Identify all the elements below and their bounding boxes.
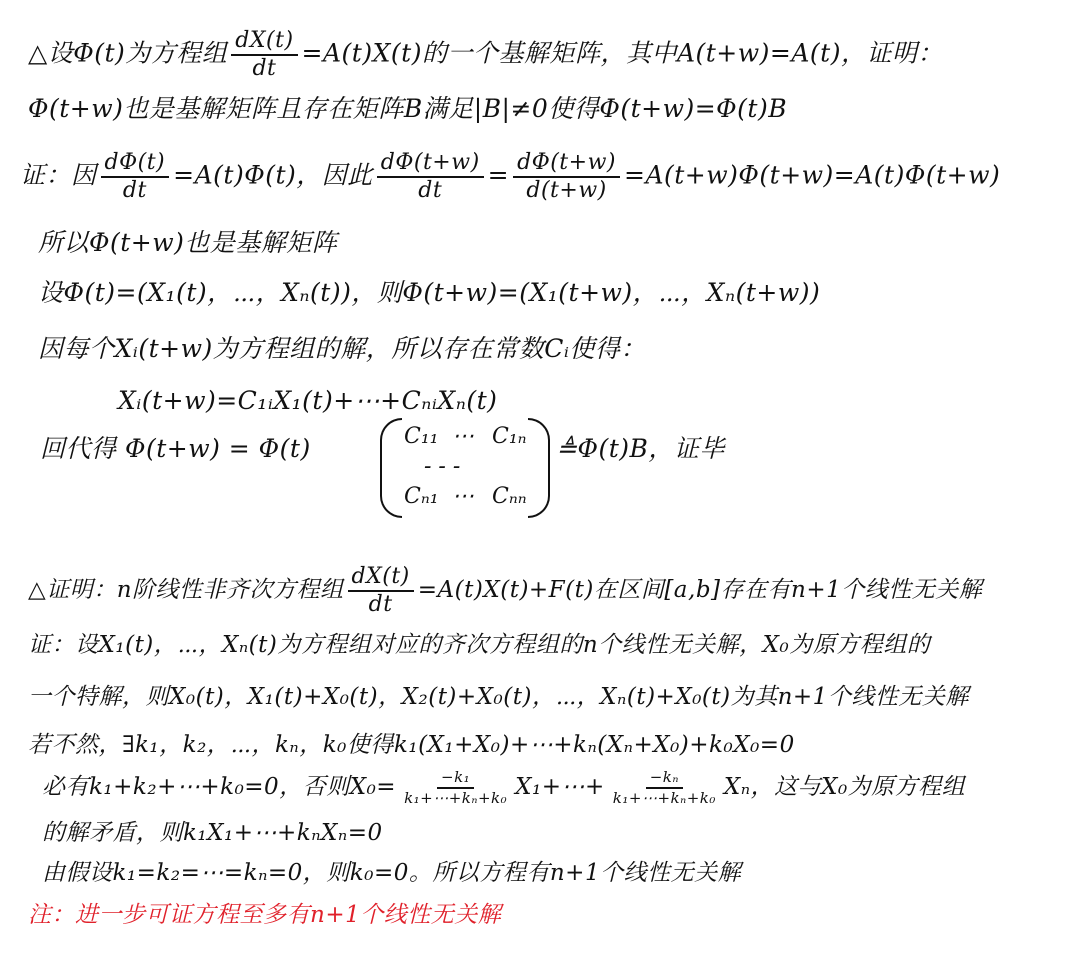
- problem2-note: 注：进一步可证方程至多有n+1个线性无关解: [28, 902, 502, 928]
- fraction-denominator: dt: [368, 592, 393, 617]
- problem1-proof-line3: 设Φ(t)=(X₁(t)，⋯，Xₙ(t))，则Φ(t+w)=(X₁(t+w)，⋯，Xₙ(t+w)): [38, 278, 821, 307]
- proof-text: X₁+⋯+: [515, 774, 605, 800]
- problem2-proof-line5: 的解矛盾，则k₁X₁+⋯+kₙXₙ=0: [42, 820, 383, 846]
- fraction-denominator: dt: [252, 56, 277, 81]
- problem2-proof-line1: 证：设X₁(t)，⋯，Xₙ(t)为方程组对应的齐次方程组的n个线性无关解，X₀为原方程组的: [28, 632, 931, 658]
- coefficient-matrix: [380, 418, 550, 514]
- problem1-text: =A(t)X(t)的一个基解矩阵，其中A(t+w)=A(t)，证明：: [301, 38, 943, 68]
- fraction-numerator: dΦ(t): [101, 152, 170, 178]
- problem1-text: △设Φ(t)为方程组: [28, 38, 228, 68]
- problem1-statement-line1: [28, 30, 943, 80]
- problem1-proof-line6-left: 回代得 Φ(t+w) = Φ(t): [40, 434, 311, 463]
- fraction-numerator: dX(t): [348, 566, 414, 592]
- fraction-numerator: −kₙ: [646, 770, 683, 789]
- problem2-text: =A(t)X(t)+F(t)在区间[a,b]存在有n+1个线性无关解: [417, 577, 983, 603]
- proof-text: =A(t+w)Φ(t+w)=A(t)Φ(t+w): [624, 160, 1001, 190]
- proof-text: 证：因: [20, 160, 97, 190]
- fraction-chain-rule: [513, 152, 620, 202]
- problem2-text: △证明：n阶线性非齐次方程组: [28, 577, 344, 603]
- fraction-numerator: dΦ(t+w): [513, 152, 620, 178]
- matrix-left-paren: [380, 418, 402, 518]
- matrix-cell: - - -: [424, 454, 461, 479]
- fraction-coefficient-1: [400, 770, 511, 806]
- proof-text: =: [487, 160, 510, 190]
- problem1-proof-line2: 所以Φ(t+w)也是基解矩阵: [38, 228, 338, 257]
- problem2-statement: [28, 566, 982, 616]
- fraction-denominator: k₁+⋯+kₙ+k₀: [612, 789, 716, 807]
- problem1-derivative-fraction: [231, 30, 297, 80]
- problem1-proof-line5: Xᵢ(t+w)=C₁ᵢX₁(t)+⋯+CₙᵢXₙ(t): [118, 386, 498, 415]
- fraction-numerator: −k₁: [437, 770, 474, 789]
- matrix-cell: C₁ₙ: [492, 424, 527, 449]
- fraction-denominator: d(t+w): [526, 178, 607, 203]
- problem2-proof-line2: 一个特解，则X₀(t)，X₁(t)+X₀(t)，X₂(t)+X₀(t)，⋯，Xₙ(t)+X₀(t)为其n+1个线性无关解: [28, 684, 969, 710]
- fraction-numerator: dX(t): [231, 30, 297, 56]
- problem1-statement-line2: Φ(t+w)也是基解矩阵且存在矩阵B满足|B|≠0使得Φ(t+w)=Φ(t)B: [28, 94, 788, 123]
- problem1-proof-line4: 因每个Xᵢ(t+w)为方程组的解，所以存在常数Cᵢ使得：: [38, 334, 646, 363]
- fraction-d-phi-shift: [377, 152, 484, 202]
- proof-text: =A(t)Φ(t)，因此: [173, 160, 373, 190]
- matrix-cell: C₁₁: [404, 424, 439, 449]
- fraction-coefficient-n: [609, 770, 720, 806]
- matrix-cell: ⋯: [452, 484, 474, 509]
- fraction-denominator: dt: [418, 178, 443, 203]
- matrix-cell: Cₙₙ: [492, 484, 527, 509]
- fraction-denominator: k₁+⋯+kₙ+k₀: [404, 789, 508, 807]
- problem1-proof-line6-right: ≜Φ(t)B，证毕: [556, 434, 725, 463]
- problem2-proof-line3: 若不然，∃k₁，k₂，⋯，kₙ，k₀使得k₁(X₁+X₀)+⋯+kₙ(Xₙ+X₀)+k₀X₀=0: [28, 732, 795, 758]
- proof-text: Xₙ，这与X₀为原方程组: [723, 774, 966, 800]
- problem2-proof-line6: 由假设k₁=k₂=⋯=kₙ=0，则k₀=0。所以方程有n+1个线性无关解: [42, 860, 742, 886]
- problem1-proof-line1: [20, 152, 1000, 202]
- matrix-cell: Cₙ₁: [404, 484, 439, 509]
- matrix-cell: ⋯: [452, 424, 474, 449]
- matrix-right-paren: [528, 418, 550, 518]
- problem2-derivative-fraction: [348, 566, 414, 616]
- proof-text: 必有k₁+k₂+⋯+k₀=0，否则X₀=: [42, 774, 397, 800]
- problem2-proof-line4: [42, 770, 965, 806]
- fraction-denominator: dt: [122, 178, 147, 203]
- fraction-d-phi: [101, 152, 170, 202]
- fraction-numerator: dΦ(t+w): [377, 152, 484, 178]
